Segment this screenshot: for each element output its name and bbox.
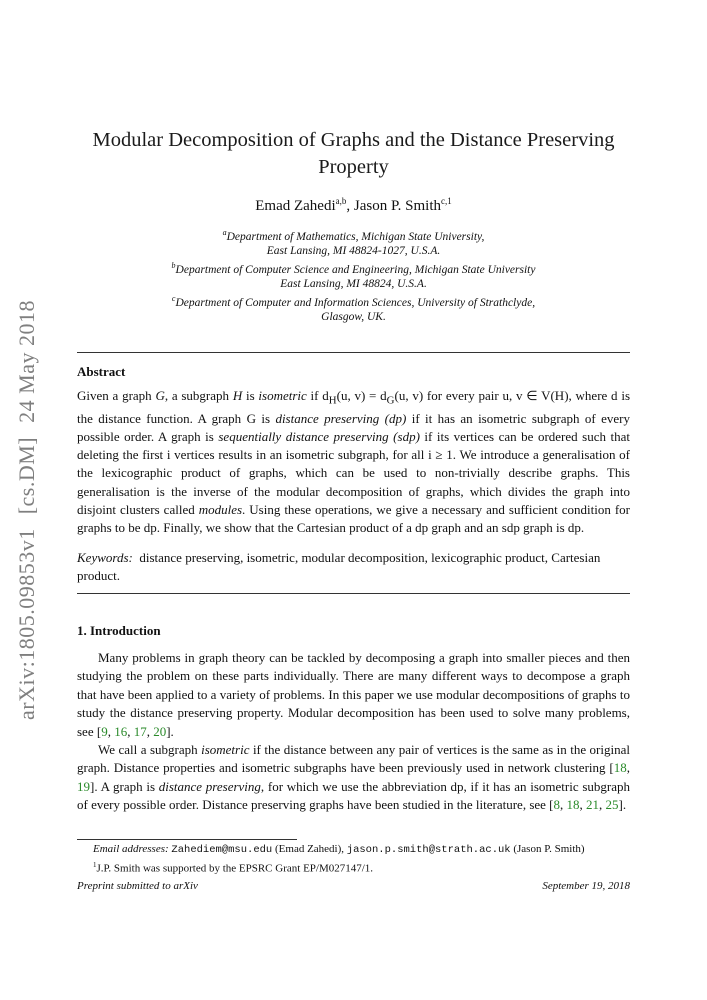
paper-title: [80, 127, 627, 181]
math-var: G: [155, 388, 165, 403]
email-label: Email addresses:: [93, 843, 169, 855]
abstract-text: (u, v) for every pair u, v ∈ V(H), where d is the distance function. A graph G is: [77, 388, 630, 426]
arxiv-stamp: [14, 300, 44, 720]
emph-term: isometric: [258, 388, 307, 403]
citation-link[interactable]: 21: [586, 797, 600, 813]
footnotes: [77, 842, 630, 877]
math-var: H: [232, 388, 243, 403]
abstract-bottom-rule: [77, 593, 630, 594]
emph-term: modules: [198, 501, 243, 517]
title-line-1: Modular Decomposition of Graphs and the Distance Preserving: [92, 129, 615, 151]
affil-line: Department of Computer and Information Sciences, University of Strathclyde,: [175, 296, 536, 309]
footnote-emails: [77, 842, 630, 858]
math-sub: G: [386, 394, 395, 407]
citation-link[interactable]: 17: [133, 723, 147, 739]
author-name: Jason P. Smith: [353, 198, 441, 214]
abstract-text: . Using these operations, we give a necessary and sufficient condition for graphs to be dp. Finally, we show that the Cartesian product of a dp graph and an sdp graph is dp.: [77, 501, 630, 536]
abstract-text: Given a graph: [77, 388, 156, 403]
citation-link[interactable]: 8: [553, 797, 561, 813]
author-separator: ,: [346, 198, 354, 214]
footnote-mark: 1: [93, 861, 97, 869]
arxiv-date: 24 May 2018: [14, 300, 39, 423]
section-heading-introduction: 1. Introduction: [77, 623, 161, 638]
emph-term: distance preserving (dp): [275, 410, 407, 426]
abstract-text: (u, v) = d: [336, 388, 387, 403]
affil-line: East Lansing, MI 48824, U.S.A.: [280, 278, 427, 291]
citation-link[interactable]: 18: [613, 760, 627, 776]
email-link[interactable]: jason.p.smith@strath.ac.uk: [346, 844, 511, 856]
intro-text: . A graph is: [94, 778, 159, 794]
email-link[interactable]: Zahediem@msu.edu: [171, 844, 273, 856]
funding-text: J.P. Smith was supported by the EPSRC Grant EP/M027147/1.: [96, 862, 374, 875]
email-owner: (Emad Zahedi),: [275, 843, 347, 855]
intro-paragraph-1: Many problems in graph theory can be tackled by decomposing a graph into smaller pieces and then studying the problem on these parts individually. There are many different ways to decompose a graph that have been applied to a variety of problems. In this paper we use modular decompositions of graphs to study the distance preserving property. Modular decomposition has been used to solve many problems, see [9, 16, 17, 20].: [77, 650, 630, 739]
affil-mark: c: [171, 294, 176, 304]
abstract-body: [77, 387, 630, 537]
intro-text: Many problems in graph theory can be tackled by decomposing a graph into smaller pieces and then studying the problem on these parts individually. There are many different ways to decompose a graph that have been applied to a variety of problems. In this paper we use modular decompositions of graphs to study the distance preserving property. Modular decomposition has been used to solve many problems, see: [77, 650, 630, 739]
citation-link[interactable]: 20: [153, 723, 167, 739]
math-sub: H: [328, 394, 337, 407]
affil-mark: a: [222, 228, 227, 237]
keywords-text: distance preserving, isometric, modular decomposition, lexicographic product, Cartesian product.: [77, 550, 601, 583]
keywords-label: Keywords:: [77, 550, 133, 565]
abstract-text: , a subgraph: [164, 388, 233, 403]
abstract-text: if d: [306, 388, 329, 403]
abstract-text: if its vertices can be ordered such that deleting the first i vertices results in an isometric subgraph, for all i ≥ 1. We introduce a generalisation of the lexicographic product of graphs, which can be used to non-trivially describe graphs. This generalisation is the inverse of the modular decomposition of graphs, which divides the graph into disjoint clusters called: [77, 429, 630, 517]
preprint-note: Preprint submitted to arXiv: [77, 880, 198, 892]
affil-line: Department of Mathematics, Michigan State University,: [226, 230, 485, 243]
affiliation-c: [80, 292, 627, 325]
citation-link[interactable]: 25: [605, 797, 619, 813]
abstract-text: if it has an isometric subgraph of every possible order. A graph is: [77, 410, 630, 444]
affiliations: [80, 226, 627, 325]
citation-link[interactable]: 19: [77, 778, 90, 794]
title-line-2: Property: [318, 156, 389, 178]
intro-text: if the distance between any pair of vertices is the same as in the original graph. Distance properties and isometric subgraphs have been previously used in network clustering: [77, 742, 630, 776]
affiliation-b: [80, 259, 627, 292]
author-list: [80, 196, 627, 215]
author-name: Emad Zahedi: [255, 198, 336, 214]
intro-paragraph-2: We call a subgraph isometric if the distance between any pair of vertices is the same as in the original graph. Distance properties and isometric subgraphs have been previously used in network clustering [18, 19]. A graph is distance preserving, for which we use the abbreviation dp, if it has an isometric subgraph of every possible order. Distance preserving graphs have been studied in the literature, see [8, 18, 21, 25].: [77, 742, 630, 813]
emph-term: isometric: [201, 742, 250, 758]
emph-term: sequentially distance preserving (sdp): [218, 429, 420, 444]
arxiv-category: [cs.DM]: [14, 436, 39, 515]
page-footer: [77, 880, 630, 892]
abstract-top-rule: [77, 352, 630, 353]
affil-line: Department of Computer Science and Engineering, Michigan State University: [175, 263, 536, 276]
abstract-text: is: [242, 388, 259, 403]
emph-term: distance preserving: [158, 778, 261, 794]
footnote-rule: [77, 839, 297, 840]
affiliation-a: [80, 226, 627, 259]
email-owner: (Jason P. Smith): [513, 843, 585, 855]
intro-text: , for which we use the abbreviation dp, if it has an isometric subgraph of every possible order. Distance preserving graphs have been studied in the literature, see: [77, 778, 630, 813]
author-affil-mark: a,b: [335, 196, 347, 206]
author-affil-mark: c,1: [441, 196, 452, 206]
affil-line: Glasgow, UK.: [321, 311, 386, 324]
citation-link[interactable]: 18: [566, 797, 580, 813]
affil-mark: b: [171, 261, 176, 271]
arxiv-id[interactable]: arXiv:1805.09853v1: [14, 528, 39, 720]
citation-link[interactable]: 9: [101, 723, 108, 739]
citation-link[interactable]: 16: [114, 723, 128, 739]
footnote-funding: [77, 858, 630, 877]
abstract-heading: Abstract: [77, 364, 126, 379]
introduction-body: [77, 649, 630, 815]
keywords: [77, 549, 630, 585]
affil-line: East Lansing, MI 48824-1027, U.S.A.: [266, 245, 441, 258]
intro-text: We call a subgraph: [98, 742, 202, 758]
footer-date: September 19, 2018: [542, 880, 630, 892]
